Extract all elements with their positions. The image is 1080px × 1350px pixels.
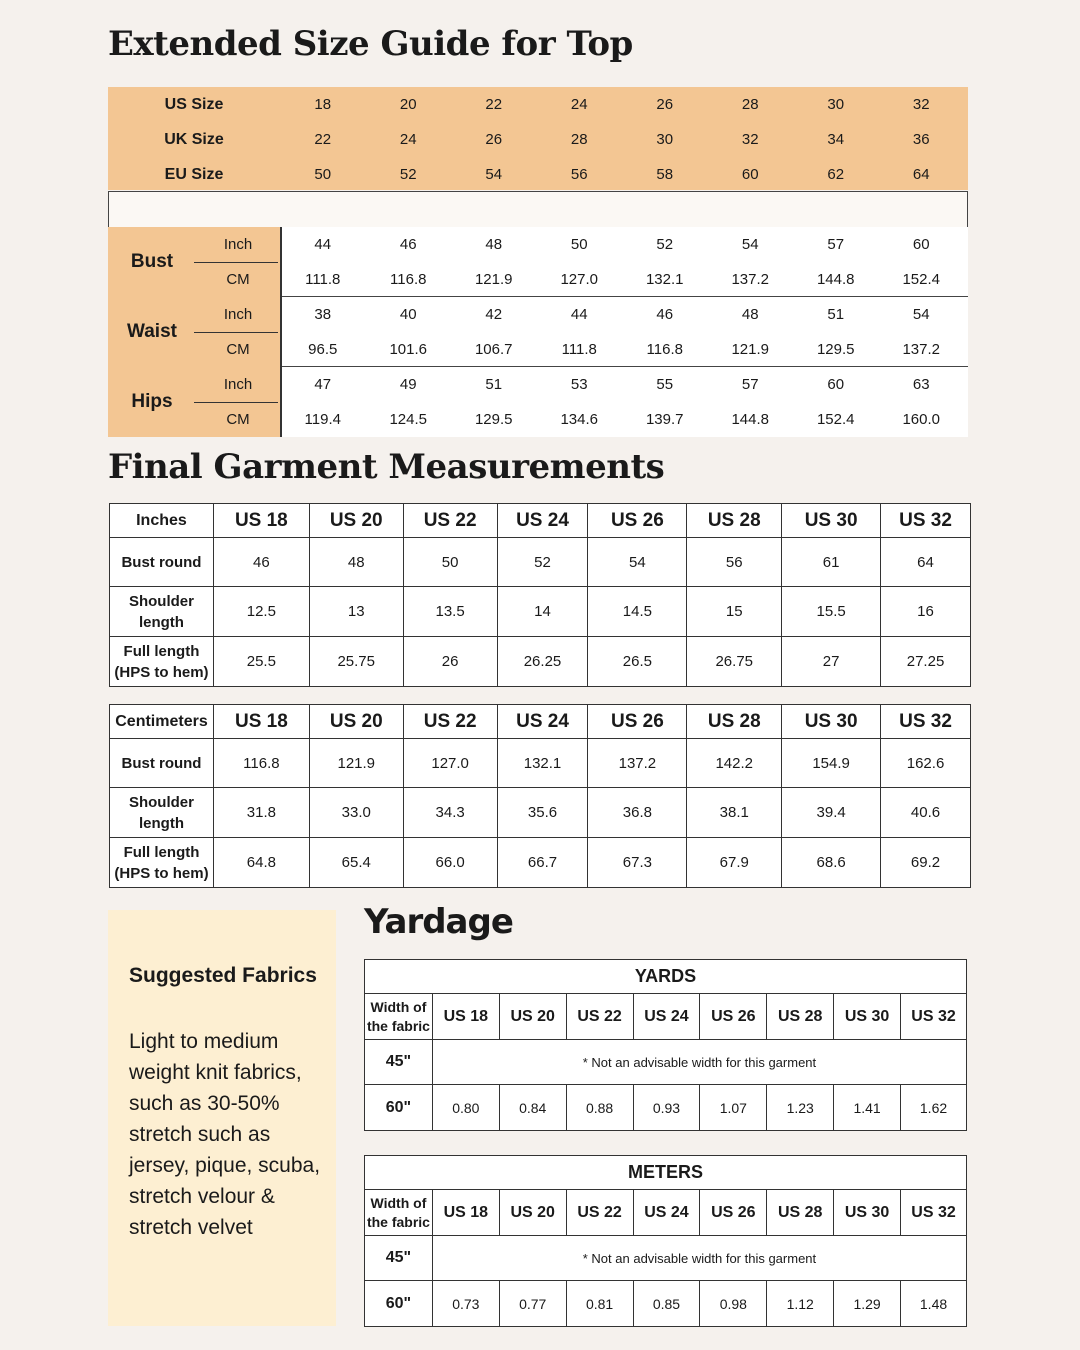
table-cell: 13 [309, 587, 403, 637]
width-label: 60" [365, 1281, 433, 1327]
value-cell: 53 [570, 376, 588, 393]
table-cell: 64.8 [213, 838, 309, 888]
table-row [365, 1085, 967, 1131]
not-advisable-note: * Not an advisable width for this garment [432, 1040, 966, 1085]
value-cell: 137.2 [731, 271, 770, 288]
table-cell: 40.6 [881, 788, 971, 838]
yardage-title: Yardage [364, 902, 513, 942]
table-cell: 65.4 [309, 838, 403, 888]
value-cell: 132.1 [645, 271, 684, 288]
unit-label: CM [226, 411, 250, 428]
value-cell: 63 [912, 376, 930, 393]
table-row [365, 1281, 967, 1327]
row-header [110, 739, 214, 788]
size-header: US 32 [881, 705, 971, 739]
size-header: US 26 [588, 705, 687, 739]
size-cell: 36 [912, 131, 930, 148]
value-cell: 160.0 [902, 411, 941, 428]
size-cell: 22 [485, 96, 503, 113]
size-header: US 32 [901, 1190, 967, 1236]
row-header [110, 538, 214, 587]
table-cell: 25.75 [309, 637, 403, 687]
meters-title: METERS [365, 1156, 967, 1190]
row-header-line: Bust round [121, 754, 202, 772]
cm-values [280, 402, 964, 437]
size-cell: 62 [827, 166, 845, 183]
value-cell: 46 [656, 306, 674, 323]
table-cell: 66.7 [497, 838, 588, 888]
value-cell: 127.0 [560, 271, 599, 288]
size-header: US 22 [403, 504, 497, 538]
table-cell: 16 [881, 587, 971, 637]
table-cell: 0.85 [633, 1281, 700, 1327]
value-cell: 57 [741, 376, 759, 393]
row-header [110, 838, 214, 888]
size-cell: 54 [485, 166, 503, 183]
table-cell: 61 [782, 538, 881, 587]
row-header-line: Full length [123, 642, 200, 660]
size-header: US 18 [213, 705, 309, 739]
size-cell: 56 [570, 166, 588, 183]
size-cell: 22 [314, 131, 332, 148]
value-cell: 137.2 [902, 341, 941, 358]
table-cell: 0.73 [432, 1281, 499, 1327]
value-cell: 54 [741, 236, 759, 253]
size-cell: 30 [827, 96, 845, 113]
yards-table [364, 959, 967, 1131]
size-header: US 30 [834, 1190, 901, 1236]
value-cell: 121.9 [731, 341, 770, 358]
value-cell: 49 [399, 376, 417, 393]
size-cell: 58 [656, 166, 674, 183]
value-cell: 60 [827, 376, 845, 393]
size-cell: 60 [741, 166, 759, 183]
us-size-row [108, 87, 968, 122]
table-cell: 64 [881, 538, 971, 587]
size-cell: 30 [656, 131, 674, 148]
row-header [110, 637, 214, 687]
size-header: US 20 [309, 504, 403, 538]
value-cell: 129.5 [474, 411, 513, 428]
size-header: US 18 [432, 994, 499, 1040]
value-cell: 144.8 [731, 411, 770, 428]
table-cell: 26.25 [497, 637, 588, 687]
size-header: US 28 [687, 504, 782, 538]
table-row [110, 838, 971, 888]
table-cell: 26.75 [687, 637, 782, 687]
table-cell: 27 [782, 637, 881, 687]
measure-name: Hips [131, 391, 173, 412]
value-cell: 116.8 [390, 271, 427, 288]
width-header-line: the fabric [366, 1213, 430, 1230]
inch-values [280, 367, 964, 402]
row-header-line: Shoulder [128, 793, 194, 811]
size-header: US 20 [309, 705, 403, 739]
divider [194, 332, 278, 333]
table-cell: 15.5 [782, 587, 881, 637]
value-cell: 121.9 [474, 271, 513, 288]
table-cell: 48 [309, 538, 403, 587]
unit-label: CM [226, 341, 250, 358]
table-row [110, 788, 971, 838]
size-header: US 24 [633, 994, 700, 1040]
not-advisable-note: * Not an advisable width for this garment [432, 1236, 966, 1281]
value-cell: 116.8 [646, 341, 683, 358]
width-header [365, 994, 433, 1040]
size-cell: 50 [314, 166, 332, 183]
table-cell: 69.2 [881, 838, 971, 888]
table-cell: 142.2 [687, 739, 782, 788]
table-cell: 25.5 [213, 637, 309, 687]
eu-size-row [108, 157, 968, 192]
value-cell: 51 [485, 376, 503, 393]
size-cell: 24 [399, 131, 417, 148]
table-cell: 12.5 [213, 587, 309, 637]
value-cell: 44 [314, 236, 332, 253]
table-cell: 137.2 [588, 739, 687, 788]
size-header: US 28 [687, 705, 782, 739]
size-cell: 64 [912, 166, 930, 183]
table-cell: 15 [687, 587, 782, 637]
size-header: US 28 [767, 1190, 834, 1236]
size-header: US 22 [566, 994, 633, 1040]
width-header [365, 1190, 433, 1236]
value-cell: 48 [741, 306, 759, 323]
table-cell: 33.0 [309, 788, 403, 838]
table-cell: 36.8 [588, 788, 687, 838]
table-cell: 0.88 [566, 1085, 633, 1131]
size-header: US 24 [497, 705, 588, 739]
size-header: US 26 [700, 1190, 767, 1236]
value-cell: 38 [314, 306, 332, 323]
unit-label: Inch [223, 236, 253, 253]
fabrics-description: Light to medium weight knit fabrics, such as 30-50% stretch such as jersey, pique, scuba, stretch velour & stretch velvet [129, 1030, 321, 1239]
yards-title: YARDS [365, 960, 967, 994]
value-cell: 101.6 [389, 341, 428, 358]
table-row [365, 1040, 967, 1085]
value-cell: 40 [399, 306, 417, 323]
size-cell: 26 [656, 96, 674, 113]
table-cell: 0.93 [633, 1085, 700, 1131]
row-header-line: Bust round [121, 553, 202, 571]
divider [194, 262, 278, 263]
table-cell: 14.5 [588, 587, 687, 637]
row-header-line: length [138, 814, 184, 832]
value-cell: 106.7 [474, 341, 513, 358]
size-cell: 34 [827, 131, 845, 148]
size-header: US 20 [499, 1190, 566, 1236]
uk-size-row [108, 122, 968, 157]
size-cell: 32 [912, 96, 930, 113]
value-cell: 54 [912, 306, 930, 323]
value-cell: 42 [485, 306, 503, 323]
size-header: US 20 [499, 994, 566, 1040]
row-header-line: length [138, 613, 184, 631]
value-cell: 47 [314, 376, 332, 393]
inch-values [280, 227, 964, 262]
size-cell: 28 [741, 96, 759, 113]
size-guide-title: Extended Size Guide for Top [108, 24, 633, 64]
table-corner-label: Centimeters [110, 705, 214, 739]
row-header [110, 788, 214, 838]
table-cell: 1.29 [834, 1281, 901, 1327]
size-header: US 26 [588, 504, 687, 538]
table-cell: 50 [403, 538, 497, 587]
size-header: US 32 [901, 994, 967, 1040]
value-cell: 96.5 [308, 341, 338, 358]
size-cell: 28 [570, 131, 588, 148]
spacer-row [108, 191, 968, 228]
cm-values [280, 332, 964, 367]
row-label: EU Size [164, 165, 224, 183]
body-measurements [108, 227, 968, 437]
row-label: US Size [164, 95, 224, 113]
size-header: US 24 [497, 504, 588, 538]
size-header: US 18 [213, 504, 309, 538]
size-header: US 24 [633, 1190, 700, 1236]
table-cell: 56 [687, 538, 782, 587]
width-header-line: the fabric [366, 1017, 430, 1034]
table-cell: 0.77 [499, 1281, 566, 1327]
table-cell: 116.8 [213, 739, 309, 788]
value-cell: 134.6 [560, 411, 599, 428]
table-cell: 46 [213, 538, 309, 587]
row-header-line: Shoulder [128, 592, 194, 610]
table-cell: 1.12 [767, 1281, 834, 1327]
table-row [110, 739, 971, 788]
value-cell: 129.5 [816, 341, 855, 358]
size-cell: 26 [485, 131, 503, 148]
table-cell: 66.0 [403, 838, 497, 888]
size-header: US 28 [767, 994, 834, 1040]
table-cell: 0.81 [566, 1281, 633, 1327]
divider [194, 402, 278, 403]
table-cell: 67.3 [588, 838, 687, 888]
table-cell: 54 [588, 538, 687, 587]
hips-group [108, 367, 968, 437]
table-cell: 1.41 [834, 1085, 901, 1131]
table-cell: 34.3 [403, 788, 497, 838]
size-header: US 30 [782, 705, 881, 739]
size-cell: 20 [399, 96, 417, 113]
waist-group [108, 297, 968, 367]
value-cell: 51 [827, 306, 845, 323]
value-cell: 50 [570, 236, 588, 253]
size-cell: 24 [570, 96, 588, 113]
inch-values [280, 297, 964, 332]
table-cell: 27.25 [881, 637, 971, 687]
measure-name: Waist [127, 321, 177, 342]
value-cell: 48 [485, 236, 503, 253]
table-cell: 132.1 [497, 739, 588, 788]
garment-title: Final Garment Measurements [108, 447, 665, 487]
garment-inches-table [109, 503, 971, 687]
table-cell: 162.6 [881, 739, 971, 788]
bust-group [108, 227, 968, 297]
value-cell: 152.4 [816, 411, 855, 428]
value-cell: 152.4 [902, 271, 941, 288]
size-conversion-header [108, 87, 968, 190]
size-header: US 30 [782, 504, 881, 538]
meters-table [364, 1155, 967, 1327]
measure-name: Bust [130, 251, 174, 272]
row-header [110, 587, 214, 637]
table-cell: 127.0 [403, 739, 497, 788]
table-cell: 0.80 [432, 1085, 499, 1131]
table-cell: 35.6 [497, 788, 588, 838]
table-cell: 67.9 [687, 838, 782, 888]
cm-values [280, 262, 964, 297]
unit-label: CM [226, 271, 250, 288]
unit-label: Inch [223, 306, 253, 323]
width-label: 45" [365, 1040, 433, 1085]
suggested-fabrics-panel [108, 910, 336, 1326]
table-cell: 121.9 [309, 739, 403, 788]
size-header: US 30 [834, 994, 901, 1040]
size-header: US 22 [403, 705, 497, 739]
table-row [110, 538, 971, 587]
value-cell: 119.4 [304, 411, 341, 428]
width-label: 45" [365, 1236, 433, 1281]
value-cell: 44 [570, 306, 588, 323]
size-header: US 18 [432, 1190, 499, 1236]
table-cell: 1.23 [767, 1085, 834, 1131]
divider [280, 227, 282, 437]
table-cell: 1.48 [901, 1281, 967, 1327]
row-header-line: (HPS to hem) [114, 663, 209, 681]
value-cell: 55 [656, 376, 674, 393]
row-header-line: (HPS to hem) [114, 864, 209, 882]
value-cell: 111.8 [561, 341, 597, 358]
table-cell: 154.9 [782, 739, 881, 788]
table-cell: 52 [497, 538, 588, 587]
value-cell: 52 [656, 236, 674, 253]
size-cell: 32 [741, 131, 759, 148]
value-cell: 111.8 [305, 271, 341, 288]
table-cell: 0.84 [499, 1085, 566, 1131]
value-cell: 46 [399, 236, 417, 253]
table-cell: 1.62 [901, 1085, 967, 1131]
garment-cm-table [109, 704, 971, 888]
table-cell: 26 [403, 637, 497, 687]
size-cell: 52 [399, 166, 417, 183]
row-label: UK Size [164, 130, 224, 148]
table-cell: 38.1 [687, 788, 782, 838]
table-corner-label: Inches [110, 504, 214, 538]
table-cell: 68.6 [782, 838, 881, 888]
fabrics-title: Suggested Fabrics [129, 964, 317, 987]
value-cell: 60 [912, 236, 930, 253]
width-header-line: Width of [370, 998, 427, 1015]
width-label: 60" [365, 1085, 433, 1131]
size-header: US 26 [700, 994, 767, 1040]
table-cell: 31.8 [213, 788, 309, 838]
table-row [110, 637, 971, 687]
table-cell: 13.5 [403, 587, 497, 637]
value-cell: 57 [827, 236, 845, 253]
table-row [365, 1236, 967, 1281]
unit-label: Inch [223, 376, 253, 393]
table-cell: 14 [497, 587, 588, 637]
value-cell: 124.5 [389, 411, 428, 428]
table-cell: 0.98 [700, 1281, 767, 1327]
row-header-line: Full length [123, 843, 200, 861]
table-cell: 26.5 [588, 637, 687, 687]
table-cell: 39.4 [782, 788, 881, 838]
size-cell: 18 [314, 96, 332, 113]
table-cell: 1.07 [700, 1085, 767, 1131]
size-header: US 22 [566, 1190, 633, 1236]
value-cell: 144.8 [816, 271, 855, 288]
table-row [110, 587, 971, 637]
width-header-line: Width of [370, 1194, 427, 1211]
value-cell: 139.7 [645, 411, 684, 428]
size-header: US 32 [881, 504, 971, 538]
